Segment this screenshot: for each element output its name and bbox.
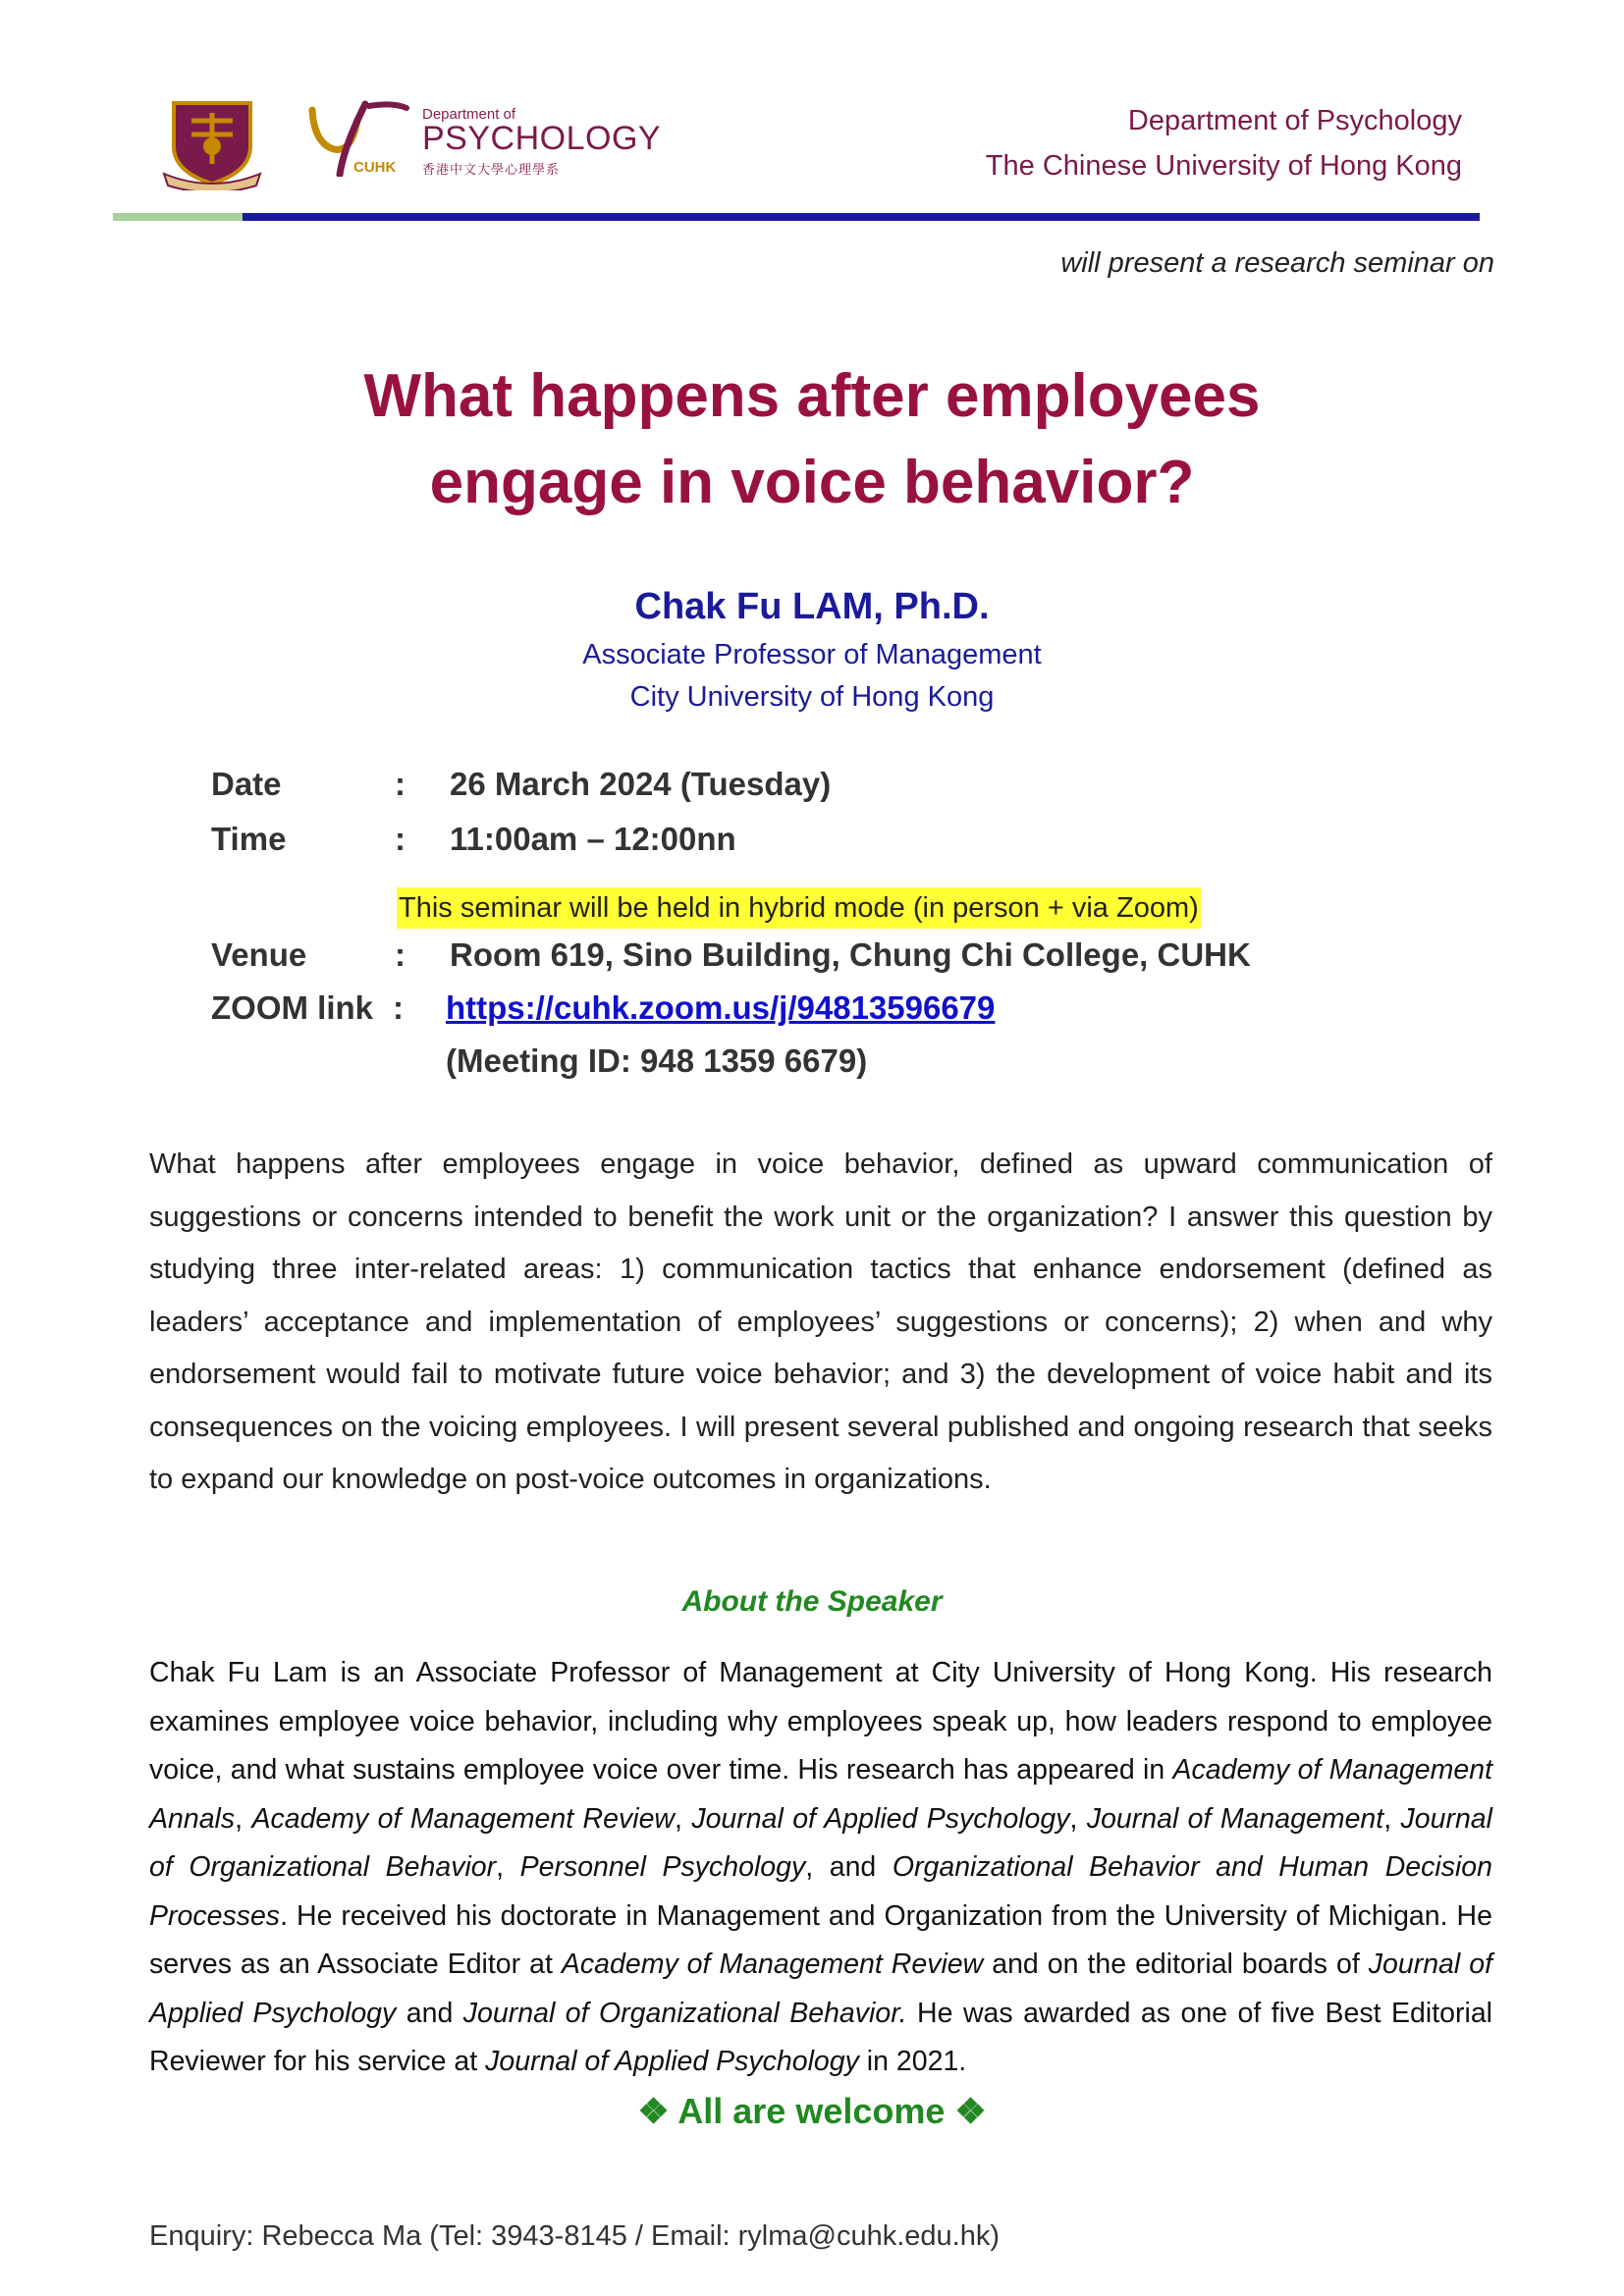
venue-label: Venue [211, 936, 307, 973]
bio-text-1: Chak Fu Lam is an Associate Professor of Management at City University of Hong Kong. His research examines employee voice behavior, including why employees speak up, how leaders respond to employee voice, and what sustains employee voice over time. His research has appeared in [149, 1657, 1492, 1786]
header-rule-blue [243, 213, 1480, 221]
speaker-position: Associate Professor of Management [582, 639, 1042, 670]
time-colon: : [395, 821, 406, 857]
title-line-1: What happens after employees [363, 362, 1261, 430]
speaker-affiliation: City University of Hong Kong [629, 681, 995, 713]
bio-separator: , and [805, 1851, 893, 1883]
zoom-label: ZOOM link [211, 989, 373, 1026]
speaker-bio [149, 1649, 1492, 2087]
logo-cuhk-text: CUHK [353, 159, 397, 176]
journal-name: Personnel Psychology [519, 1851, 806, 1883]
bio-separator: , [675, 1802, 692, 1835]
journal-name: Journal of Applied Psychology [691, 1802, 1070, 1835]
journal-name: Journal of Management [1086, 1802, 1384, 1835]
bio-text-3: and on the editorial boards of [983, 1949, 1369, 1980]
psychology-department-logo [304, 98, 662, 177]
zoom-colon: : [393, 989, 404, 1026]
bio-text-4: and [396, 1997, 463, 2029]
university-crest-icon [162, 95, 262, 190]
department-name-block [986, 98, 1462, 188]
header-rule-green [113, 213, 243, 221]
title-line-2: engage in voice behavior? [429, 449, 1195, 516]
date-colon: : [395, 766, 406, 802]
venue-colon: : [395, 936, 406, 973]
time-label: Time [211, 821, 287, 857]
journal-name: Academy of Management Review [561, 1949, 984, 1980]
hybrid-mode-note: This seminar will be held in hybrid mode (in person + via Zoom) [397, 887, 1201, 929]
time-value: 11:00am – 12:00nn [450, 821, 736, 857]
bio-separator: , [496, 1851, 520, 1883]
bio-separator: , [1383, 1802, 1401, 1835]
seminar-intro: will present a research seminar on [1060, 247, 1494, 279]
bio-text-6: in 2021. [858, 2046, 967, 2077]
bio-text-2: . He received his doctorate in Management and Organization from the University of Michigan. He serves as an Associate Editor at [149, 1899, 1492, 1980]
date-label: Date [211, 766, 282, 802]
department-line-2: The Chinese University of Hong Kong [985, 150, 1462, 182]
bio-separator: , [235, 1802, 252, 1835]
logo-department-small: Department of [422, 106, 516, 123]
all-welcome-banner: ❖ All are welcome ❖ [637, 2091, 987, 2131]
bio-separator: , [1069, 1802, 1087, 1835]
journal-name: Journal of Organizational Behavior. [462, 1997, 907, 2029]
speaker-block [0, 579, 1624, 719]
bio-text-5: He was awarded as one of five Best Editorial Reviewer for his service at [149, 1997, 1493, 2077]
journal-name: Journal of Applied Psychology [149, 1949, 1492, 2029]
journal-name: Organizational Behavior and Human Decision Processes [149, 1851, 1493, 1932]
seminar-abstract: What happens after employees engage in voice behavior, defined as upward communication of suggestions or concerns intended to benefit the work unit or the organization? I answer this question by studying three inter-related areas: 1) communication tactics that enhance endorsement (defined as leaders’ acceptance and implementation of employees’ suggestions or concerns); 2) when and why endorsement would fail to motivate future voice behavior; and 3) the development of voice habit and its consequences on the voicing employees. I will present several published and ongoing research that seeks to expand our knowledge on post-voice outcomes in organizations. [149, 1148, 1492, 1495]
about-speaker-heading: About the Speaker [681, 1585, 943, 1618]
logo-psychology-text: PSYCHOLOGY [422, 120, 662, 157]
enquiry-contact: Enquiry: Rebecca Ma (Tel: 3943-8145 / Email: rylma@cuhk.edu.hk) [149, 2220, 1000, 2252]
zoom-link[interactable]: https://cuhk.zoom.us/j/94813596679 [446, 989, 996, 1026]
journal-name: Journal of Applied Psychology [485, 2046, 859, 2077]
seminar-title [0, 353, 1624, 526]
department-line-1: Department of Psychology [1127, 105, 1462, 136]
speaker-name: Chak Fu LAM, Ph.D. [634, 586, 990, 627]
logo-chinese-text: 香港中文大學心理學系 [422, 162, 561, 177]
meeting-id: (Meeting ID: 948 1359 6679) [446, 1042, 868, 1079]
journal-name: Journal of Organizational Behavior [149, 1802, 1492, 1883]
journal-name: Academy of Management Review [251, 1802, 676, 1835]
journal-name: Academy of Management Annals [149, 1754, 1492, 1835]
venue-value: Room 619, Sino Building, Chung Chi College, CUHK [450, 936, 1251, 973]
date-value: 26 March 2024 (Tuesday) [450, 766, 832, 802]
